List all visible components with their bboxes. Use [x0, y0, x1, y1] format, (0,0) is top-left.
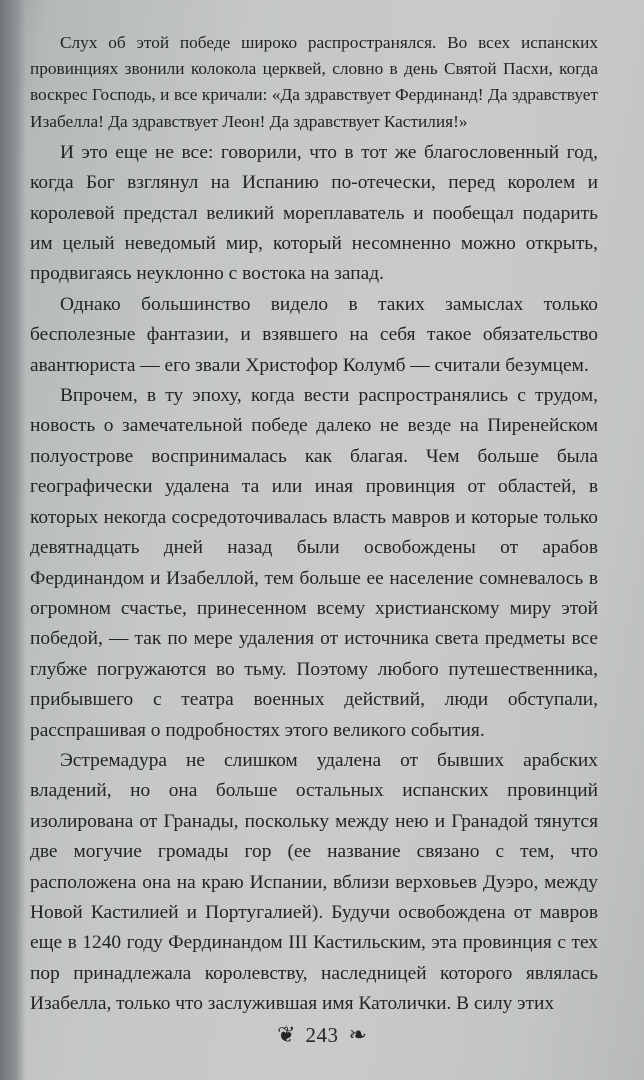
paragraph-extremadura: Эстремадура не слишком удалена от бывших арабских владений, но она больше остальных испанских провинций изолирована от Гранады, поскольку между нею и Гранадой тянутся две могучие громады гор (ее название связано с тем, что расположена она на краю Испании, вблизи верховьев Дуэро, между Новой Кастилией и Португалией). Будучи освобождена от мавров еще в 1240 году Фердинандом III Кастильским, эта провинция с тех пор принадлежала королевству, наследницей которого являлась Изабелла, только что заслужившая имя Католички. В силу этих: [30, 749, 598, 1015]
paragraph-columbus: И это еще не все: говорили, что в тот же благословенный год, когда Бог взглянул на Испанию по-отечески, перед королем и королевой предстал великий мореплаватель и пообещал подарить им целый неведомый мир, который несомненно можно открыть, продвигаясь неуклонно с востока на запад.: [30, 141, 598, 285]
spine-shadow: [0, 0, 26, 1080]
paragraph-news-spread: Впрочем, в ту эпоху, когда вести распространялись с трудом, новость о замечательной победе далеко не везде на Пиренейском полуострове воспринималась как благая. Чем больше была географически удалена та или иная провинция от областей, в которых некогда сосредоточивалась власть мавров и которые только девятнадцать дней назад были освобождены от арабов Фердинандом и Изабеллой, тем больше ее население сомневалось в огромном счастье, принесенном всему христианскому миру этой победой, — так по мере удаления от источника света предметы все глубже погружаются во тьму. Поэтому любого путешественника, прибывшего с театра военных действий, люди обступали, расспрашивая о подробностях этого великого события.: [30, 385, 598, 741]
paragraph-fantasies: Однако большинство видело в таких замыслах только бесполезные фантазии, и взявшего на себя такое обязательство авантюриста — его звали Христофор Колумб — считали безумцем.: [30, 293, 598, 376]
floral-ornament-left-icon: ❦: [277, 1022, 296, 1047]
floral-ornament-right-icon: ❧: [348, 1022, 367, 1047]
page-footer: [0, 1019, 644, 1051]
page-number: 243: [305, 1023, 339, 1047]
paragraph-rumor: Слух об этой победе широко распространялся. Во всех испанских провинциях звонили колокола церквей, словно в день Святой Пасхи, когда воскрес Господь, и все кричали: «Да здравствует Фердинанд! Да здравствует Изабелла! Да здравствует Леон! Да здравствует Кастилия!»: [30, 33, 598, 131]
body-text: [30, 30, 598, 1020]
